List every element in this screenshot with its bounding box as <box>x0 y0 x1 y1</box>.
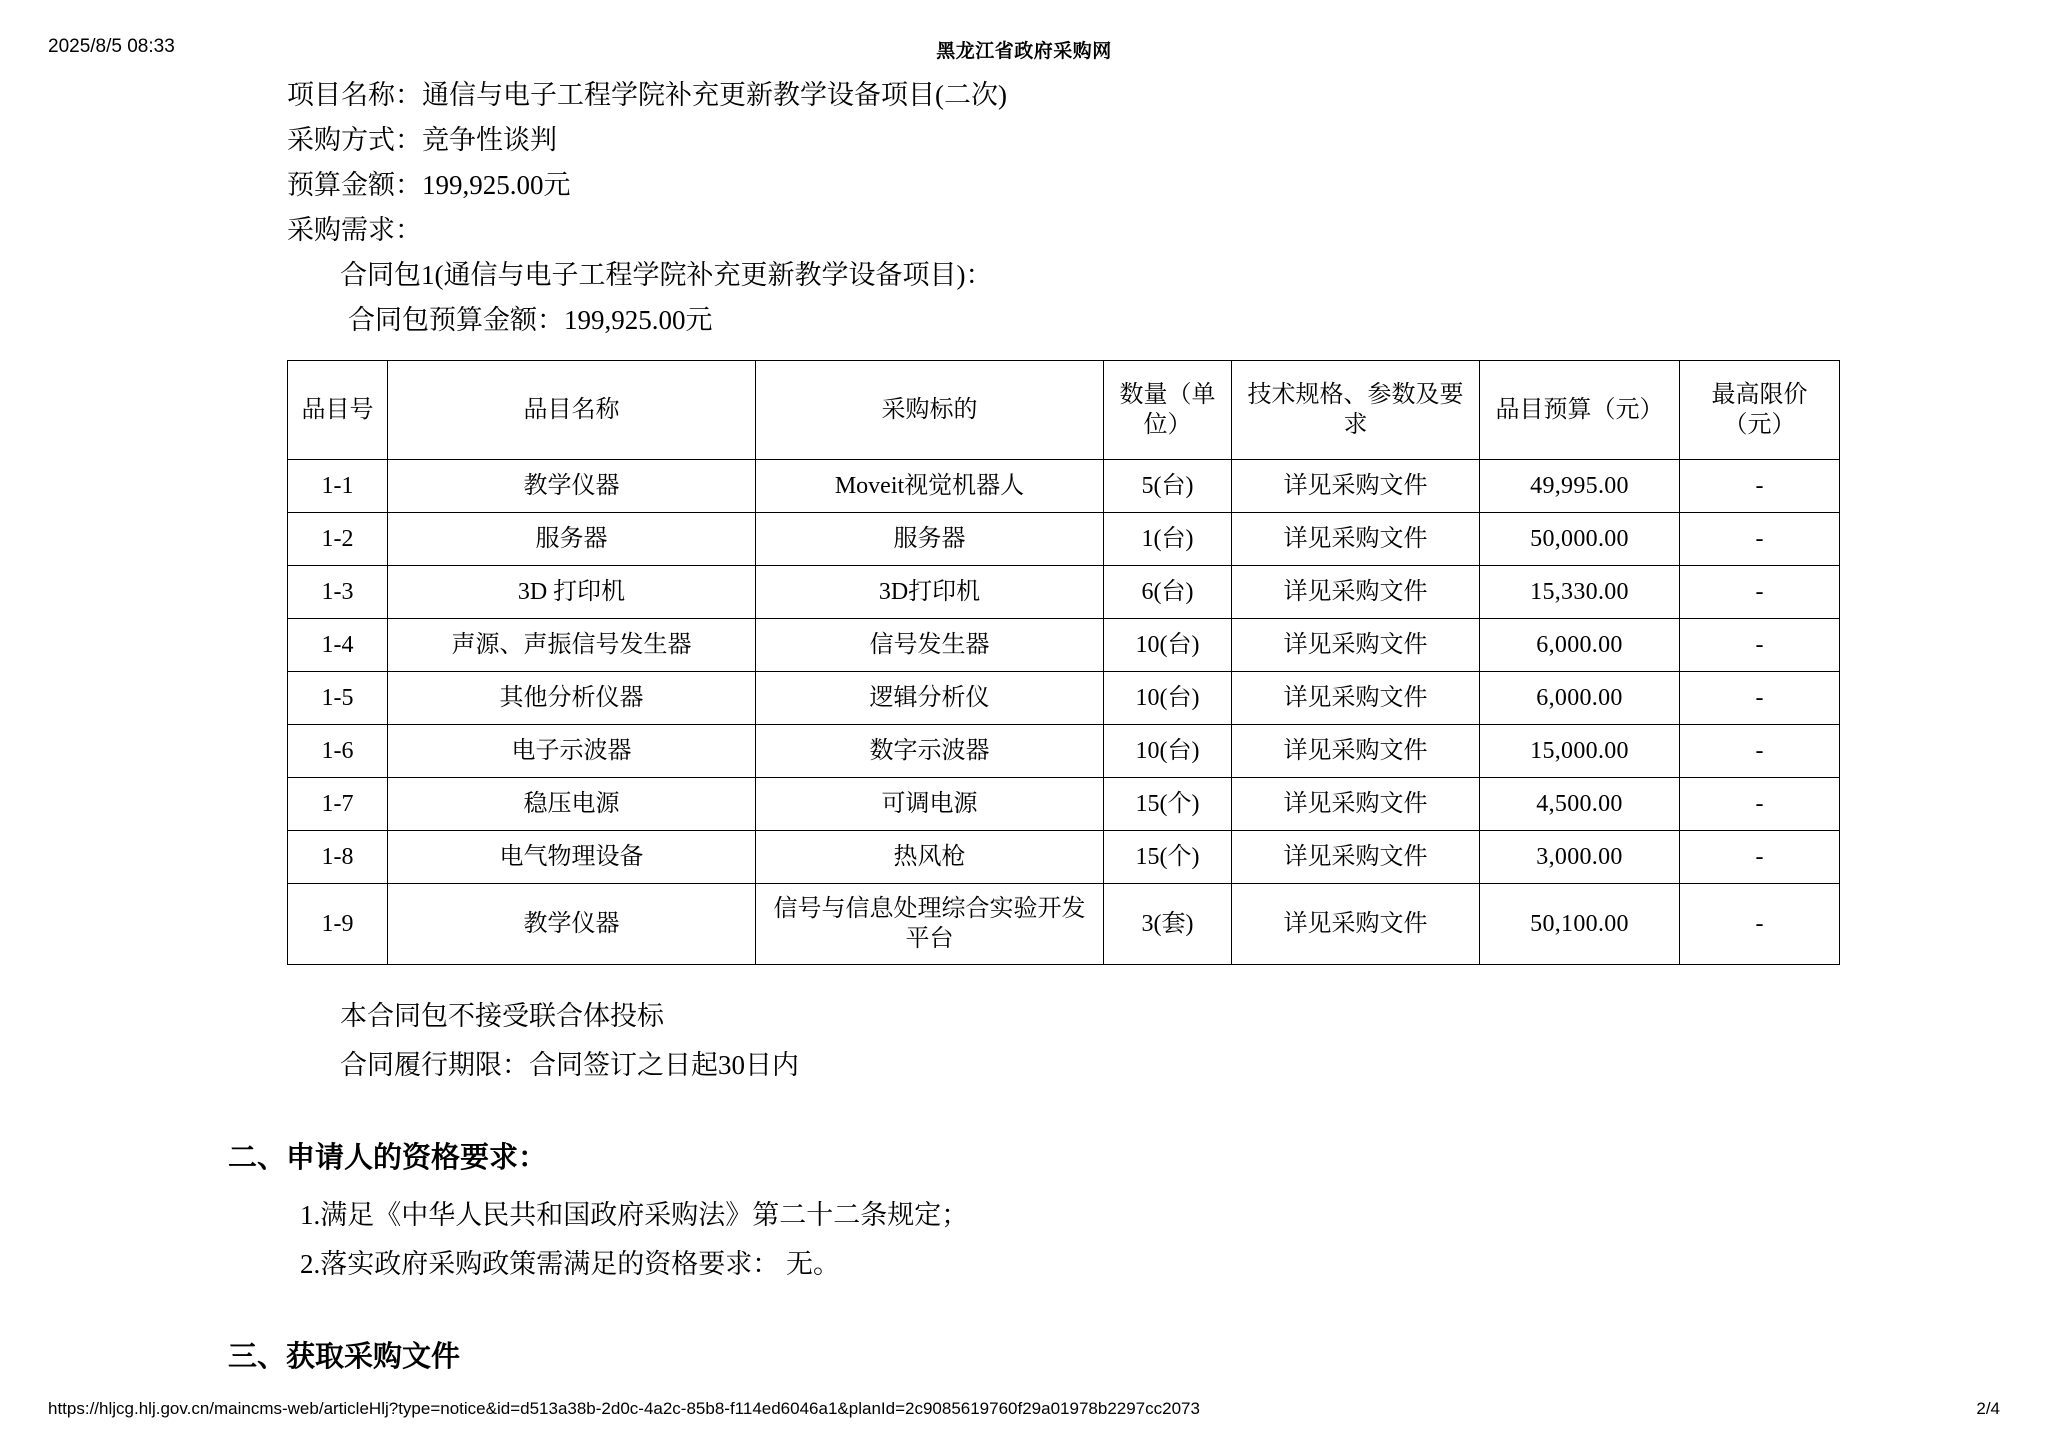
cell-name: 服务器 <box>388 513 756 566</box>
cell-cap: - <box>1680 566 1840 619</box>
cell-budget: 50,100.00 <box>1480 884 1680 965</box>
cell-no: 1-9 <box>288 884 388 965</box>
qualification-item-1: 1.满足《中华人民共和国政府采购法》第二十二条规定； <box>300 1200 969 1230</box>
cell-qty: 6(台) <box>1104 566 1232 619</box>
cell-spec: 详见采购文件 <box>1232 831 1480 884</box>
package-title: 合同包1(通信与电子工程学院补充更新教学设备项目)： <box>340 260 993 290</box>
cell-target: Moveit视觉机器人 <box>756 460 1104 513</box>
cell-budget: 4,500.00 <box>1480 778 1680 831</box>
cell-qty: 10(台) <box>1104 725 1232 778</box>
cell-budget: 6,000.00 <box>1480 672 1680 725</box>
cell-no: 1-5 <box>288 672 388 725</box>
cell-name: 其他分析仪器 <box>388 672 756 725</box>
cell-qty: 5(台) <box>1104 460 1232 513</box>
cell-cap: - <box>1680 672 1840 725</box>
cell-cap: - <box>1680 778 1840 831</box>
table-header-row <box>288 361 1840 460</box>
table-row <box>288 778 1840 831</box>
cell-spec: 详见采购文件 <box>1232 725 1480 778</box>
cell-no: 1-7 <box>288 778 388 831</box>
cell-spec: 详见采购文件 <box>1232 778 1480 831</box>
section-qualification-title: 二、申请人的资格要求： <box>228 1142 548 1174</box>
table-row <box>288 619 1840 672</box>
cell-budget: 6,000.00 <box>1480 619 1680 672</box>
items-table <box>287 360 1840 965</box>
cell-spec: 详见采购文件 <box>1232 566 1480 619</box>
col-header-budget: 品目预算（元） <box>1480 361 1680 460</box>
cell-name: 电气物理设备 <box>388 831 756 884</box>
cell-no: 1-6 <box>288 725 388 778</box>
requirement-label: 采购需求： <box>287 215 422 245</box>
cell-cap: - <box>1680 884 1840 965</box>
cell-target: 可调电源 <box>756 778 1104 831</box>
cell-target: 服务器 <box>756 513 1104 566</box>
cell-target: 信号与信息处理综合实验开发平台 <box>756 884 1104 965</box>
cell-name: 声源、声振信号发生器 <box>388 619 756 672</box>
cell-name: 教学仪器 <box>388 460 756 513</box>
cell-spec: 详见采购文件 <box>1232 460 1480 513</box>
cell-target: 热风枪 <box>756 831 1104 884</box>
items-table-head <box>288 361 1840 460</box>
print-header <box>0 36 2048 60</box>
cell-name: 电子示波器 <box>388 725 756 778</box>
cell-name: 3D 打印机 <box>388 566 756 619</box>
cell-qty: 1(台) <box>1104 513 1232 566</box>
cell-qty: 15(个) <box>1104 831 1232 884</box>
cell-spec: 详见采购文件 <box>1232 672 1480 725</box>
cell-cap: - <box>1680 460 1840 513</box>
cell-budget: 49,995.00 <box>1480 460 1680 513</box>
cell-no: 1-4 <box>288 619 388 672</box>
cell-no: 1-1 <box>288 460 388 513</box>
cell-cap: - <box>1680 831 1840 884</box>
cell-target: 3D打印机 <box>756 566 1104 619</box>
table-row <box>288 725 1840 778</box>
cell-target: 逻辑分析仪 <box>756 672 1104 725</box>
cell-spec: 详见采购文件 <box>1232 513 1480 566</box>
cell-qty: 10(台) <box>1104 672 1232 725</box>
page-number: 2/4 <box>1976 1399 2000 1418</box>
table-row <box>288 460 1840 513</box>
cell-cap: - <box>1680 619 1840 672</box>
cell-qty: 10(台) <box>1104 619 1232 672</box>
cell-cap: - <box>1680 725 1840 778</box>
col-header-cap: 最高限价（元） <box>1680 361 1840 460</box>
section-documents-title: 三、获取采购文件 <box>228 1341 461 1373</box>
cell-no: 1-3 <box>288 566 388 619</box>
project-name: 项目名称：通信与电子工程学院补充更新教学设备项目(二次) <box>287 80 1007 110</box>
cell-cap: - <box>1680 513 1840 566</box>
table-row <box>288 884 1840 965</box>
cell-budget: 15,330.00 <box>1480 566 1680 619</box>
table-row <box>288 513 1840 566</box>
cell-name: 教学仪器 <box>388 884 756 965</box>
col-header-target: 采购标的 <box>756 361 1104 460</box>
note-consortium: 本合同包不接受联合体投标 <box>340 1001 664 1031</box>
table-row <box>288 566 1840 619</box>
cell-name: 稳压电源 <box>388 778 756 831</box>
cell-qty: 3(套) <box>1104 884 1232 965</box>
print-footer <box>0 1399 2048 1425</box>
table-row <box>288 672 1840 725</box>
col-header-spec: 技术规格、参数及要求 <box>1232 361 1480 460</box>
cell-target: 信号发生器 <box>756 619 1104 672</box>
col-header-no: 品目号 <box>288 361 388 460</box>
document-content <box>0 70 2048 1375</box>
procurement-method: 采购方式：竞争性谈判 <box>287 125 557 155</box>
cell-spec: 详见采购文件 <box>1232 619 1480 672</box>
cell-spec: 详见采购文件 <box>1232 884 1480 965</box>
source-url: https://hljcg.hlj.gov.cn/maincms-web/articleHlj?type=notice&id=d513a38b-2d0c-4a2c-85b8-f114ed6046a1&planId=2c9085619760f29a01978b2297cc2073 <box>48 1399 1200 1418</box>
cell-budget: 15,000.00 <box>1480 725 1680 778</box>
cell-budget: 50,000.00 <box>1480 513 1680 566</box>
site-title: 黑龙江省政府采购网 <box>936 41 1112 62</box>
col-header-qty: 数量（单位） <box>1104 361 1232 460</box>
cell-no: 1-2 <box>288 513 388 566</box>
table-row <box>288 831 1840 884</box>
package-budget: 合同包预算金额：199,925.00元 <box>348 305 713 335</box>
col-header-name: 品目名称 <box>388 361 756 460</box>
budget-amount: 预算金额：199,925.00元 <box>287 170 571 200</box>
cell-qty: 15(个) <box>1104 778 1232 831</box>
items-table-body <box>288 460 1840 965</box>
cell-no: 1-8 <box>288 831 388 884</box>
qualification-item-2: 2.落实政府采购政策需满足的资格要求： 无。 <box>300 1249 840 1279</box>
note-performance-period: 合同履行期限：合同签订之日起30日内 <box>340 1050 799 1080</box>
cell-target: 数字示波器 <box>756 725 1104 778</box>
cell-budget: 3,000.00 <box>1480 831 1680 884</box>
print-date: 2025/8/5 08:33 <box>48 36 175 57</box>
